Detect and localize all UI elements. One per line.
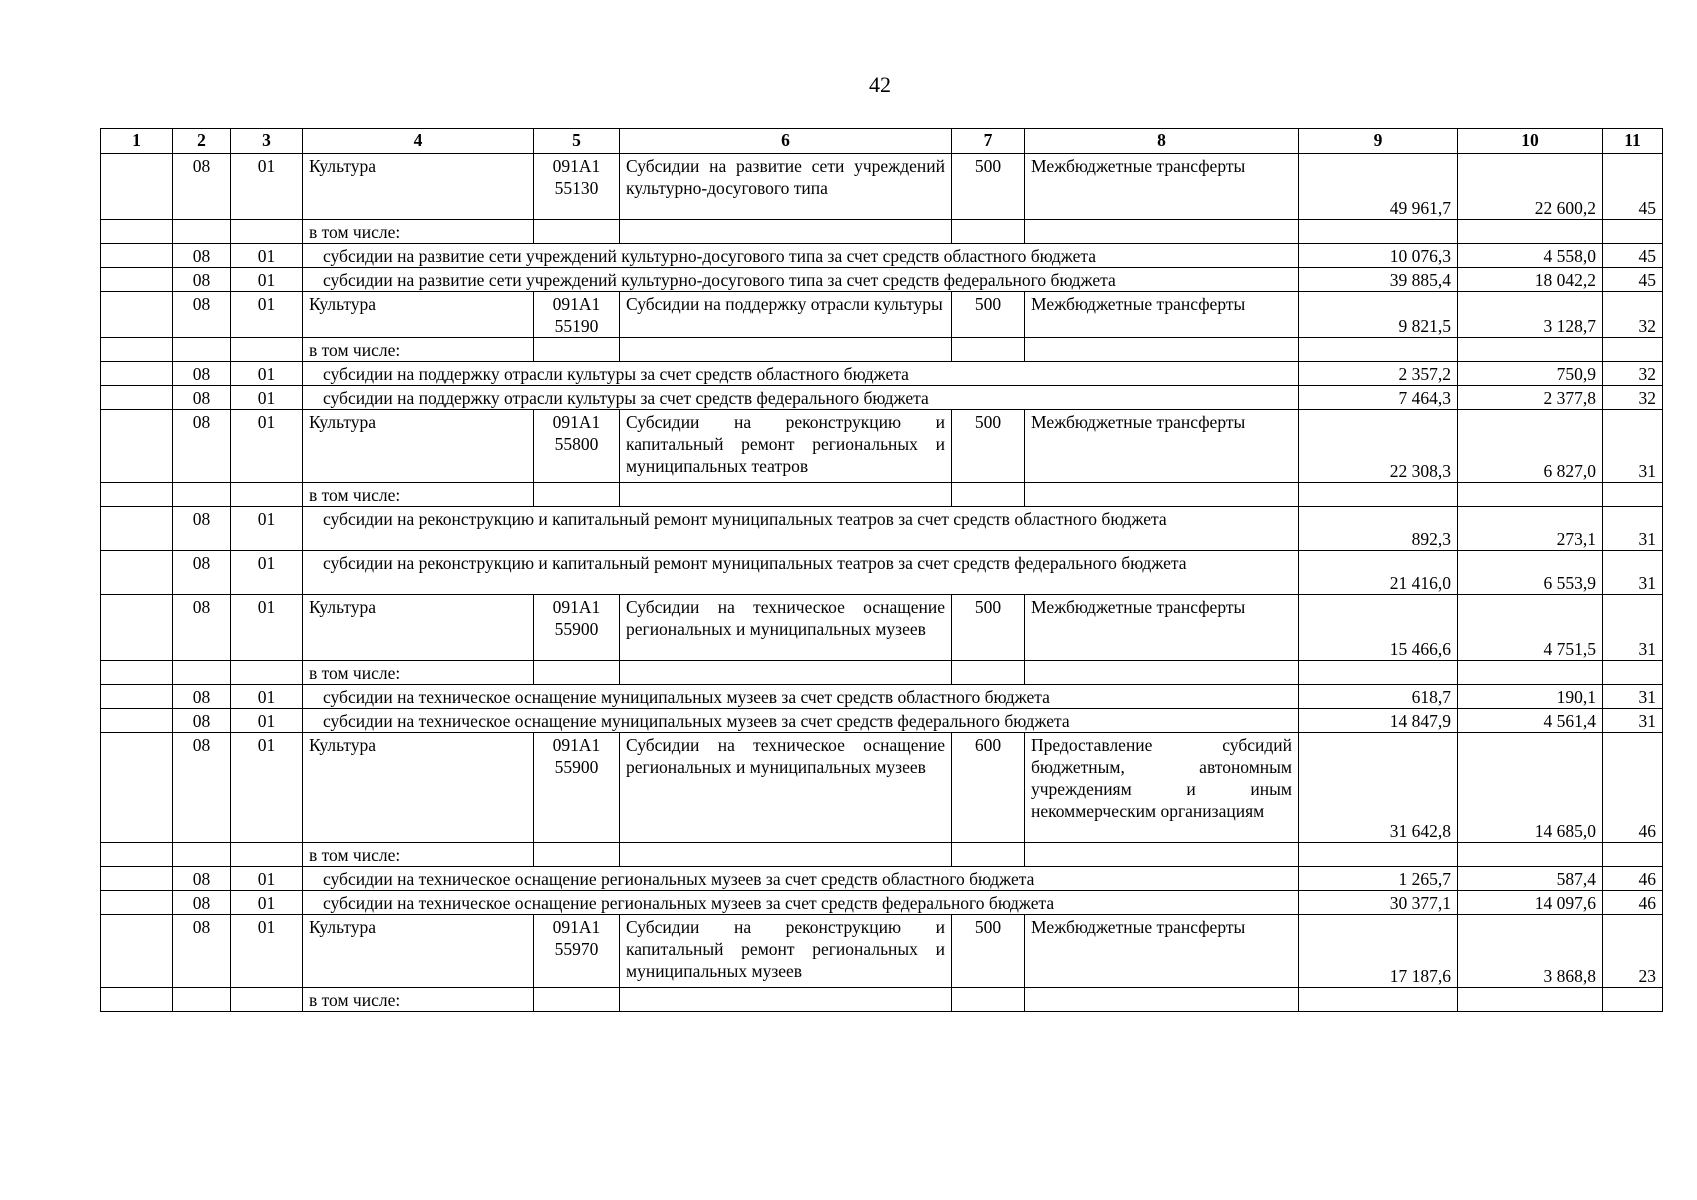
cell-expense-type: 500 [952,410,1025,483]
cell-section: 08 [173,915,231,988]
cell-empty [952,661,1025,685]
table-row-including [101,843,1663,867]
cell-section: 08 [173,154,231,220]
cell-expense-name: Межбюджетные трансферты [1025,292,1299,338]
cell-detail-description: субсидии на техническое оснащение региональных музеев за счет средств областного бюджета [303,867,1299,891]
cell-target-code: 091А1 55900 [534,733,620,843]
cell-section: 08 [173,595,231,661]
table-row-detail [101,685,1663,709]
cell-name: Культура [303,733,534,843]
col-header: 11 [1603,129,1663,154]
cell-empty [231,661,303,685]
cell-subsection: 01 [231,410,303,483]
cell-including-label: в том числе: [303,661,534,685]
cell-target-code: 091А1 55970 [534,915,620,988]
cell-expense-name: Межбюджетные трансферты [1025,595,1299,661]
cell-target-code: 091А1 55130 [534,154,620,220]
cell-subsection: 01 [231,551,303,595]
table-row-detail [101,362,1663,386]
cell-expense-type: 500 [952,154,1025,220]
cell-detail-description: субсидии на развитие сети учреждений культурно-досугового типа за счет средств областного бюджета [303,244,1299,268]
cell-empty [101,244,173,268]
cell-percent: 31 [1603,410,1663,483]
cell-empty [1299,661,1458,685]
cell-detail-description: субсидии на техническое оснащение муниципальных музеев за счет средств федерального бюджета [303,709,1299,733]
cell-including-label: в том числе: [303,220,534,244]
cell-amount-total: 1 265,7 [1299,867,1458,891]
cell-target-code: 091А1 55800 [534,410,620,483]
cell-name: Культура [303,915,534,988]
cell-amount-2: 4 561,4 [1458,709,1603,733]
cell-empty [101,507,173,551]
cell-section: 08 [173,685,231,709]
cell-empty [231,338,303,362]
cell-empty [101,410,173,483]
cell-including-label: в том числе: [303,483,534,507]
cell-subsection: 01 [231,244,303,268]
cell-amount-total: 17 187,6 [1299,915,1458,988]
cell-amount-2: 273,1 [1458,507,1603,551]
cell-amount-total: 31 642,8 [1299,733,1458,843]
cell-empty [952,988,1025,1012]
cell-subsection: 01 [231,891,303,915]
cell-amount-2: 4 751,5 [1458,595,1603,661]
table-row-including [101,661,1663,685]
cell-subsection: 01 [231,362,303,386]
page-number: 42 [869,72,891,97]
cell-subsection: 01 [231,595,303,661]
table-row-main [101,154,1663,220]
cell-section: 08 [173,507,231,551]
cell-subsection: 01 [231,733,303,843]
cell-empty [231,988,303,1012]
cell-section: 08 [173,733,231,843]
cell-amount-total: 22 308,3 [1299,410,1458,483]
table-row-main [101,292,1663,338]
cell-amount-2: 6 553,9 [1458,551,1603,595]
cell-section: 08 [173,867,231,891]
cell-empty [101,988,173,1012]
cell-expense-type: 500 [952,915,1025,988]
cell-empty [101,867,173,891]
cell-section: 08 [173,709,231,733]
cell-empty [101,362,173,386]
cell-empty [1458,220,1603,244]
cell-detail-description: субсидии на техническое оснащение региональных музеев за счет средств федерального бюджета [303,891,1299,915]
cell-percent: 32 [1603,292,1663,338]
cell-amount-2: 3 128,7 [1458,292,1603,338]
cell-empty [101,551,173,595]
cell-description: Субсидии на реконструкцию и капитальный ремонт региональных и муниципальных музеев [620,915,952,988]
cell-percent: 31 [1603,595,1663,661]
cell-amount-2: 4 558,0 [1458,244,1603,268]
col-header: 4 [303,129,534,154]
cell-empty [101,661,173,685]
cell-percent: 45 [1603,268,1663,292]
cell-empty [173,988,231,1012]
cell-amount-2: 14 685,0 [1458,733,1603,843]
table-row-detail [101,507,1663,551]
cell-expense-type: 500 [952,595,1025,661]
cell-empty [101,709,173,733]
cell-empty [952,338,1025,362]
table-row-detail [101,891,1663,915]
cell-empty [101,915,173,988]
cell-empty [1603,988,1663,1012]
cell-subsection: 01 [231,915,303,988]
cell-description: Субсидии на техническое оснащение региональных и муниципальных музеев [620,733,952,843]
cell-empty [620,483,952,507]
table-row-main [101,915,1663,988]
col-header: 10 [1458,129,1603,154]
cell-amount-2: 22 600,2 [1458,154,1603,220]
cell-amount-2: 18 042,2 [1458,268,1603,292]
table-row-including [101,988,1663,1012]
cell-empty [1025,483,1299,507]
col-header: 1 [101,129,173,154]
cell-empty [1603,220,1663,244]
cell-detail-description: субсидии на реконструкцию и капитальный ремонт муниципальных театров за счет средств федерального бюджета [303,551,1299,595]
cell-empty [1603,483,1663,507]
cell-percent: 46 [1603,891,1663,915]
cell-empty [1025,843,1299,867]
cell-empty [534,988,620,1012]
cell-empty [534,483,620,507]
cell-empty [101,733,173,843]
cell-empty [173,220,231,244]
cell-empty [101,843,173,867]
cell-including-label: в том числе: [303,338,534,362]
cell-empty [1458,483,1603,507]
cell-amount-total: 2 357,2 [1299,362,1458,386]
cell-expense-name: Межбюджетные трансферты [1025,915,1299,988]
cell-empty [231,483,303,507]
cell-percent: 45 [1603,244,1663,268]
cell-amount-2: 3 868,8 [1458,915,1603,988]
table-row-main [101,733,1663,843]
cell-percent: 32 [1603,362,1663,386]
table-row-including [101,220,1663,244]
cell-amount-total: 21 416,0 [1299,551,1458,595]
cell-amount-total: 7 464,3 [1299,386,1458,410]
cell-section: 08 [173,268,231,292]
cell-target-code: 091А1 55900 [534,595,620,661]
cell-subsection: 01 [231,507,303,551]
cell-expense-type: 600 [952,733,1025,843]
cell-empty [1299,220,1458,244]
col-header: 9 [1299,129,1458,154]
cell-empty [101,386,173,410]
cell-including-label: в том числе: [303,988,534,1012]
cell-empty [101,685,173,709]
cell-empty [173,483,231,507]
cell-amount-total: 30 377,1 [1299,891,1458,915]
col-header: 3 [231,129,303,154]
cell-empty [231,220,303,244]
cell-amount-total: 14 847,9 [1299,709,1458,733]
cell-percent: 31 [1603,551,1663,595]
cell-empty [620,661,952,685]
cell-target-code: 091А1 55190 [534,292,620,338]
cell-empty [1603,338,1663,362]
cell-empty [1458,338,1603,362]
table-row-detail [101,268,1663,292]
cell-empty [101,595,173,661]
cell-empty [620,843,952,867]
cell-empty [1025,988,1299,1012]
cell-name: Культура [303,410,534,483]
cell-subsection: 01 [231,386,303,410]
col-header: 8 [1025,129,1299,154]
cell-empty [1299,483,1458,507]
table-row-detail [101,386,1663,410]
cell-empty [952,483,1025,507]
cell-name: Культура [303,154,534,220]
cell-amount-2: 14 097,6 [1458,891,1603,915]
cell-empty [620,220,952,244]
cell-amount-2: 6 827,0 [1458,410,1603,483]
cell-empty [1025,661,1299,685]
cell-amount-2: 587,4 [1458,867,1603,891]
cell-subsection: 01 [231,709,303,733]
table-row-detail [101,244,1663,268]
cell-percent: 32 [1603,386,1663,410]
cell-expense-name: Межбюджетные трансферты [1025,410,1299,483]
cell-detail-description: субсидии на поддержку отрасли культуры за счет средств федерального бюджета [303,386,1299,410]
budget-table [100,128,1663,1012]
cell-empty [173,338,231,362]
cell-description: Субсидии на техническое оснащение региональных и муниципальных музеев [620,595,952,661]
table-row-main [101,410,1663,483]
cell-empty [1025,220,1299,244]
col-header: 7 [952,129,1025,154]
cell-empty [534,338,620,362]
cell-empty [534,220,620,244]
cell-amount-total: 892,3 [1299,507,1458,551]
cell-amount-2: 190,1 [1458,685,1603,709]
table-row-main [101,595,1663,661]
cell-empty [1299,338,1458,362]
cell-amount-total: 15 466,6 [1299,595,1458,661]
cell-detail-description: субсидии на техническое оснащение муниципальных музеев за счет средств областного бюджета [303,685,1299,709]
cell-empty [101,268,173,292]
cell-percent: 46 [1603,733,1663,843]
cell-expense-type: 500 [952,292,1025,338]
cell-description: Субсидии на поддержку отрасли культуры [620,292,952,338]
header-row [101,129,1663,154]
cell-percent: 46 [1603,867,1663,891]
cell-empty [101,154,173,220]
cell-name: Культура [303,292,534,338]
cell-empty [1458,843,1603,867]
cell-empty [534,843,620,867]
cell-empty [952,843,1025,867]
cell-detail-description: субсидии на поддержку отрасли культуры за счет средств областного бюджета [303,362,1299,386]
cell-amount-2: 2 377,8 [1458,386,1603,410]
cell-section: 08 [173,386,231,410]
cell-detail-description: субсидии на развитие сети учреждений культурно-досугового типа за счет средств федерального бюджета [303,268,1299,292]
cell-description: Субсидии на развитие сети учреждений культурно-досугового типа [620,154,952,220]
cell-name: Культура [303,595,534,661]
table-row-detail [101,551,1663,595]
cell-description: Субсидии на реконструкцию и капитальный ремонт региональных и муниципальных театров [620,410,952,483]
cell-empty [1299,988,1458,1012]
cell-section: 08 [173,292,231,338]
cell-empty [101,891,173,915]
cell-amount-total: 39 885,4 [1299,268,1458,292]
cell-section: 08 [173,244,231,268]
cell-subsection: 01 [231,154,303,220]
cell-subsection: 01 [231,867,303,891]
cell-subsection: 01 [231,268,303,292]
cell-percent: 45 [1603,154,1663,220]
cell-expense-name: Межбюджетные трансферты [1025,154,1299,220]
cell-empty [534,661,620,685]
cell-empty [952,220,1025,244]
cell-percent: 31 [1603,685,1663,709]
cell-empty [1299,843,1458,867]
cell-empty [101,220,173,244]
cell-percent: 23 [1603,915,1663,988]
cell-section: 08 [173,891,231,915]
cell-including-label: в том числе: [303,843,534,867]
cell-empty [101,292,173,338]
cell-empty [1025,338,1299,362]
col-header: 2 [173,129,231,154]
cell-percent: 31 [1603,507,1663,551]
cell-expense-name: Предоставление субсидий бюджетным, автономным учреждениям и иным некоммерческим организациям [1025,733,1299,843]
cell-empty [173,661,231,685]
cell-subsection: 01 [231,685,303,709]
table-row-including [101,483,1663,507]
table-body [101,154,1663,1012]
cell-empty [620,988,952,1012]
cell-empty [620,338,952,362]
cell-section: 08 [173,410,231,483]
cell-amount-total: 618,7 [1299,685,1458,709]
table-row-including [101,338,1663,362]
cell-amount-total: 49 961,7 [1299,154,1458,220]
cell-empty [101,483,173,507]
cell-empty [1458,661,1603,685]
table-row-detail [101,867,1663,891]
cell-detail-description: субсидии на реконструкцию и капитальный ремонт муниципальных театров за счет средств областного бюджета [303,507,1299,551]
cell-empty [101,338,173,362]
cell-empty [1458,988,1603,1012]
cell-section: 08 [173,362,231,386]
cell-amount-total: 9 821,5 [1299,292,1458,338]
cell-empty [1603,661,1663,685]
col-header: 6 [620,129,952,154]
cell-percent: 31 [1603,709,1663,733]
cell-empty [231,843,303,867]
cell-amount-total: 10 076,3 [1299,244,1458,268]
cell-amount-2: 750,9 [1458,362,1603,386]
cell-empty [1603,843,1663,867]
cell-empty [173,843,231,867]
cell-section: 08 [173,551,231,595]
cell-subsection: 01 [231,292,303,338]
table-row-detail [101,709,1663,733]
col-header: 5 [534,129,620,154]
